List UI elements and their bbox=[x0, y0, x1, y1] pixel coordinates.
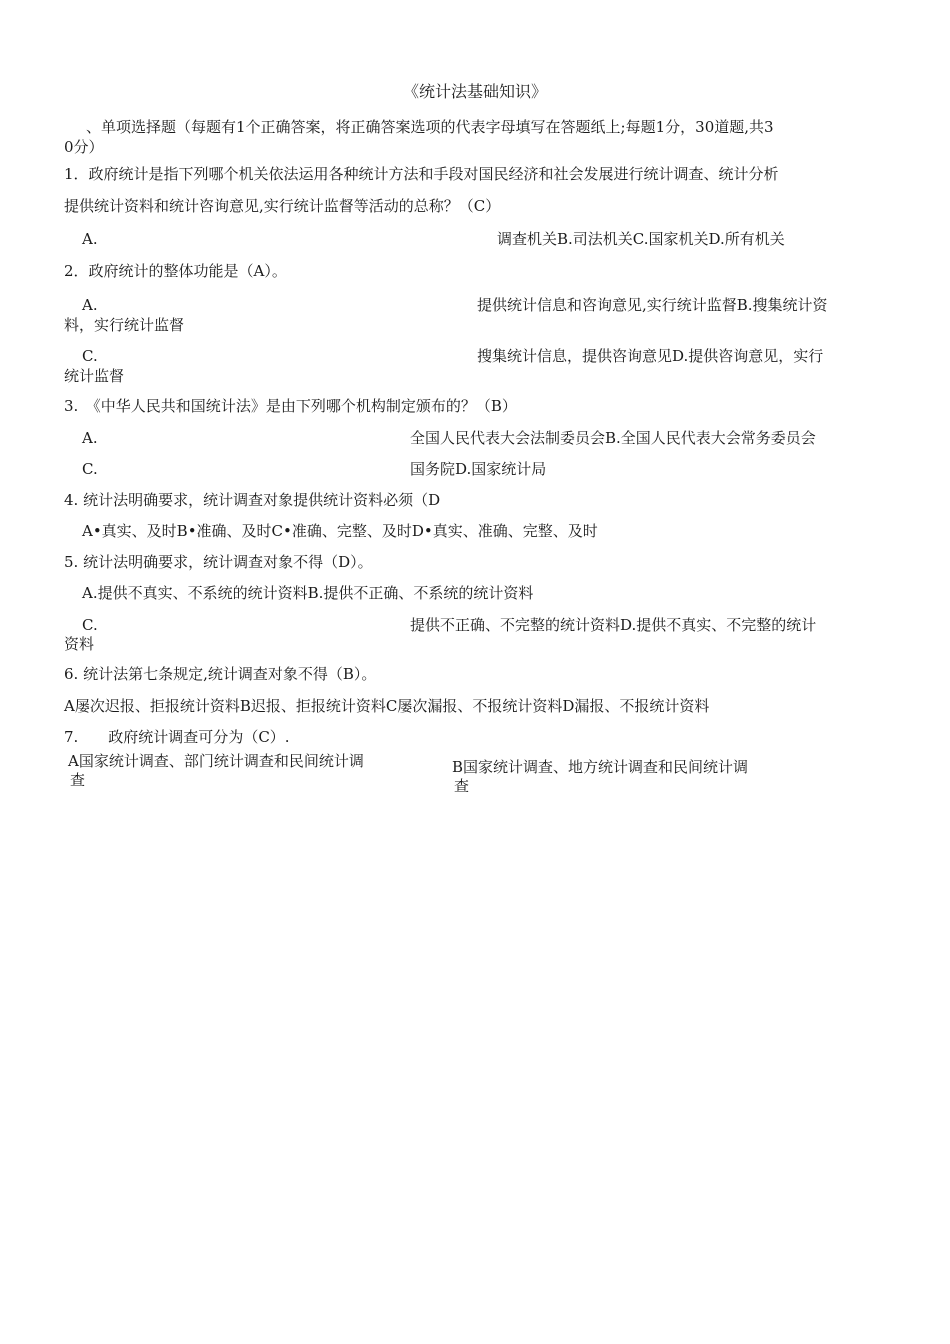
question-2-option-cd: 搜集统计信息，提供咨询意见D.提供咨询意见，实行 bbox=[477, 347, 824, 365]
question-2-option-cd-cont: 统计监督 bbox=[64, 367, 125, 385]
question-5-stem: 5. 统计法明确要求，统计调查对象不得（D）。 bbox=[64, 553, 373, 571]
question-1-options: 调查机关B.司法机关C.国家机关D.所有机关 bbox=[497, 230, 785, 248]
question-5-option-cd-cont: 资料 bbox=[64, 635, 95, 653]
question-4-stem: 4. 统计法明确要求，统计调查对象提供统计资料必须（D bbox=[64, 491, 441, 509]
question-3-option-a-label: A. bbox=[82, 429, 98, 447]
question-1-option-label: A. bbox=[82, 230, 98, 248]
question-4-options: A•真实、及时B•准确、及时C•准确、完整、及时D•真实、准确、完整、及时 bbox=[82, 522, 598, 540]
question-6-options: A屡次迟报、拒报统计资料B迟报、拒报统计资料C屡次漏报、不报统计资料D漏报、不报统计资料 bbox=[64, 697, 710, 715]
question-7-option-a-line1: A国家统计调查、部门统计调查和民间统计调 bbox=[68, 752, 364, 770]
question-7-stem: 7. 政府统计调查可分为（C）. bbox=[64, 728, 290, 746]
question-7-option-b-line1: B国家统计调查、地方统计调查和民间统计调 bbox=[452, 758, 749, 776]
question-3-option-cd: 国务院D.国家统计局 bbox=[410, 460, 547, 478]
question-7-option-b-line2: 查 bbox=[454, 777, 470, 795]
section-heading-line1: 、单项选择题（每题有1个正确答案，将正确答案选项的代表字母填写在答题纸上;每题1分，30道题,共3 bbox=[86, 118, 774, 136]
question-2-option-ab: 提供统计信息和咨询意见,实行统计监督B.搜集统计资 bbox=[477, 296, 828, 314]
question-2-option-ab-cont: 料，实行统计监督 bbox=[64, 316, 185, 334]
document-title: 《统计法基础知识》 bbox=[402, 82, 547, 101]
question-2-option-c-label: C. bbox=[82, 347, 98, 365]
question-2-option-a-label: A. bbox=[82, 296, 98, 314]
question-2-stem: 2．政府统计的整体功能是（A）。 bbox=[64, 262, 287, 280]
question-3-option-c-label: C. bbox=[82, 460, 98, 478]
question-5-option-ab: A.提供不真实、不系统的统计资料B.提供不正确、不系统的统计资料 bbox=[82, 584, 534, 602]
question-5-option-cd: 提供不正确、不完整的统计资料D.提供不真实、不完整的统计 bbox=[410, 616, 817, 634]
question-3-option-ab: 全国人民代表大会法制委员会B.全国人民代表大会常务委员会 bbox=[410, 429, 816, 447]
question-3-stem: 3. 《中华人民共和国统计法》是由下列哪个机构制定颁布的？（B） bbox=[64, 397, 517, 415]
question-5-option-c-label: C. bbox=[82, 616, 98, 634]
question-1-stem-line2: 提供统计资料和统计咨询意见,实行统计监督等活动的总称？（C） bbox=[64, 197, 501, 215]
question-7-option-a-line2: 查 bbox=[70, 771, 86, 789]
question-6-stem: 6. 统计法第七条规定,统计调查对象不得（B）。 bbox=[64, 665, 377, 683]
section-heading-line2: 0分） bbox=[64, 138, 104, 156]
question-1-stem-line1: 1．政府统计是指下列哪个机关依法运用各种统计方法和手段对国民经济和社会发展进行统计调查、统计分析 bbox=[64, 165, 779, 183]
